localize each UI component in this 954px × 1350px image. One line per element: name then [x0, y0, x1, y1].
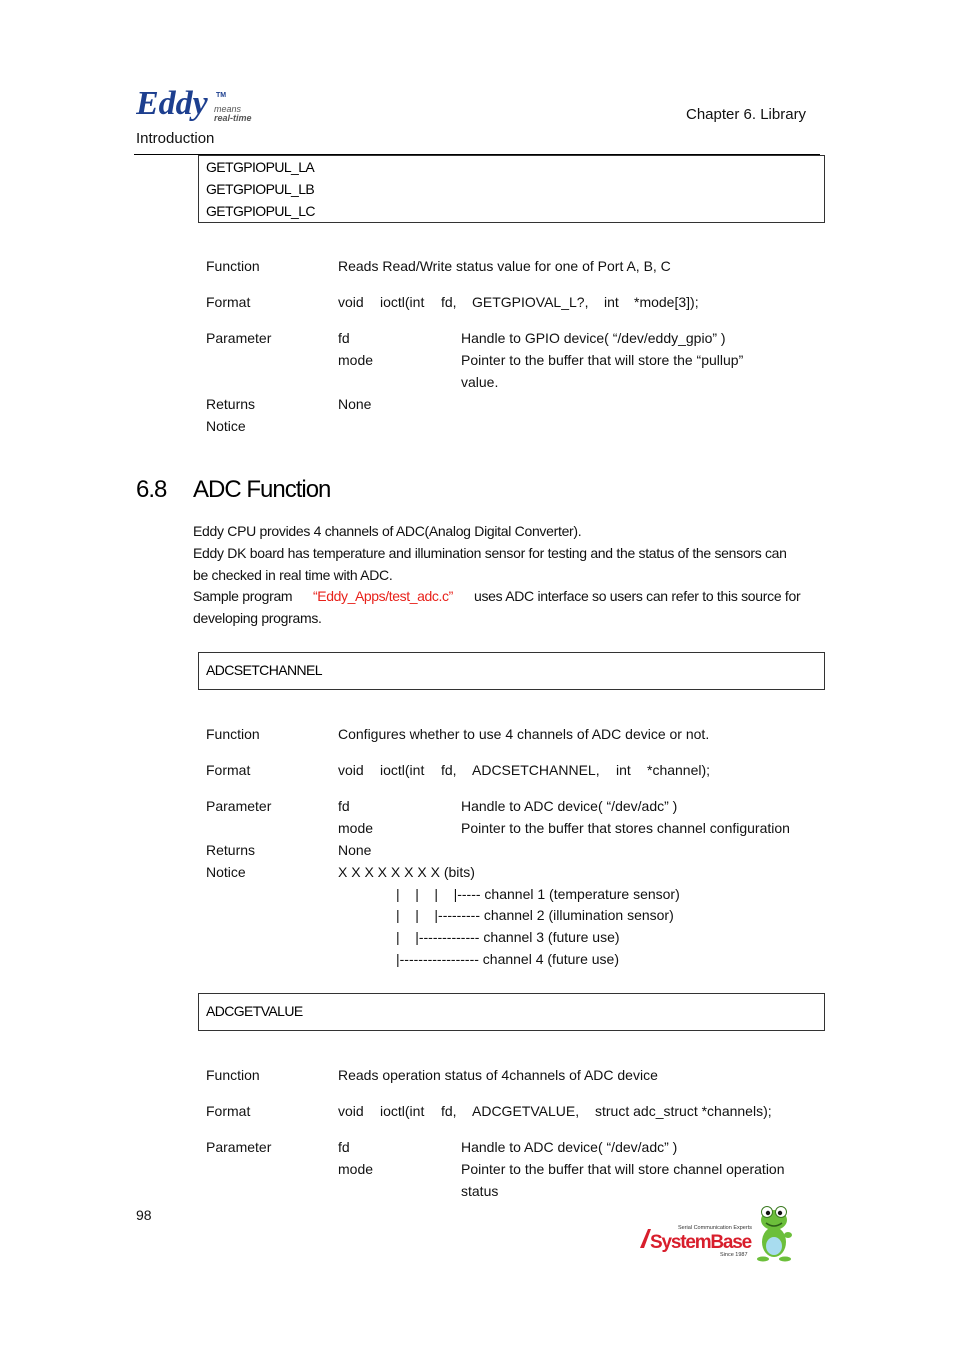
returns-label: Returns [206, 396, 256, 412]
adcsetchannel-box [198, 652, 825, 690]
format-part: ADCGETVALUE, [472, 1103, 580, 1119]
parameter-label: Parameter [206, 798, 272, 814]
format-part: ioctl(int [380, 1103, 425, 1119]
function-label: Function [206, 1067, 260, 1083]
format-part: fd, [441, 1103, 457, 1119]
format-label: Format [206, 1103, 251, 1119]
paragraph: be checked in real time with ADC. [193, 567, 393, 583]
param-name: fd [338, 330, 350, 346]
notice-bit-line: | | |--------- channel 2 (illumination sensor) [396, 907, 674, 923]
paragraph: Eddy CPU provides 4 channels of ADC(Analog Digital Converter). [193, 523, 582, 539]
format-part: fd, [441, 762, 457, 778]
format-part: void [338, 294, 364, 310]
param-desc-cont: value. [461, 374, 499, 390]
notice-bits: X X X X X X X X (bits) [338, 864, 475, 880]
param-desc-cont: status [461, 1183, 499, 1199]
param-name: mode [338, 820, 374, 836]
format-label: Format [206, 294, 251, 310]
page-number: 98 [136, 1207, 152, 1223]
frog-mascot-icon [757, 1207, 792, 1262]
format-part: ioctl(int [380, 762, 425, 778]
notice-bit-line: | |------------- channel 3 (future use) [396, 929, 620, 945]
param-desc: Pointer to the buffer that stores channel configuration [461, 820, 790, 836]
param-desc: Handle to GPIO device( “/dev/eddy_gpio” ) [461, 330, 726, 346]
format-part: void [338, 762, 364, 778]
param-name: fd [338, 798, 350, 814]
svg-text:Since 1987: Since 1987 [720, 1252, 748, 1258]
param-desc: Handle to ADC device( “/dev/adc” ) [461, 1139, 678, 1155]
format-part: *channel); [647, 762, 711, 778]
notice-bit-line: | | | |----- channel 1 (temperature sensor) [396, 886, 680, 902]
param-name: mode [338, 352, 374, 368]
format-part: GETGPIOVAL_L?, [472, 294, 589, 310]
param-desc: Pointer to the buffer that will store the “pullup” [461, 352, 744, 368]
function-label: Function [206, 726, 260, 742]
svg-text:Serial Communication Experts: Serial Communication Experts [678, 1225, 752, 1231]
section-label: Introduction [136, 130, 215, 147]
returns-label: Returns [206, 842, 256, 858]
function-text: Reads Read/Write status value for one of Port A, B, C [338, 258, 671, 274]
paragraph: uses ADC interface so users can refer to this source for [474, 588, 801, 604]
format-part: int [604, 294, 619, 310]
eddy-logo [136, 84, 256, 126]
getgpiopul-box [198, 155, 825, 223]
chapter-title: Chapter 6. Library [686, 106, 807, 123]
format-label: Format [206, 762, 251, 778]
paragraph: Sample program [193, 588, 293, 604]
section-number: 6.8 [136, 476, 167, 503]
format-part: ioctl(int [380, 294, 425, 310]
format-part: struct adc_struct *channels); [595, 1103, 772, 1119]
box-title: ADCSETCHANNEL [206, 662, 322, 678]
notice-bit-line: |----------------- channel 4 (future use) [396, 951, 619, 967]
paragraph: Eddy DK board has temperature and illumination sensor for testing and the status of the sensors can [193, 545, 787, 561]
param-name: mode [338, 1161, 374, 1177]
paragraph: developing programs. [193, 610, 322, 626]
function-label: Function [206, 258, 260, 274]
systembase-wordmark: SystemBase [650, 1232, 752, 1253]
box-line: GETGPIOPUL_LB [206, 181, 315, 197]
box-line: GETGPIOPUL_LA [206, 159, 315, 175]
format-part: fd, [441, 294, 457, 310]
format-part: ADCSETCHANNEL, [472, 762, 600, 778]
param-name: fd [338, 1139, 350, 1155]
returns-text: None [338, 842, 372, 858]
section-heading: ADC Function [193, 476, 331, 503]
notice-label: Notice [206, 864, 246, 880]
systembase-logo [638, 1202, 794, 1262]
parameter-label: Parameter [206, 1139, 272, 1155]
format-part: int [616, 762, 631, 778]
format-part: void [338, 1103, 364, 1119]
function-text: Reads operation status of 4channels of ADC device [338, 1067, 658, 1083]
eddy-logo-word: Eddy [136, 85, 208, 122]
param-desc: Pointer to the buffer that will store channel operation [461, 1161, 785, 1177]
adcgetvalue-box [198, 993, 825, 1031]
format-part: *mode[3]); [634, 294, 699, 310]
box-line: GETGPIOPUL_LC [206, 203, 315, 219]
notice-label: Notice [206, 418, 246, 434]
returns-text: None [338, 396, 372, 412]
source-file-link[interactable]: “Eddy_Apps/test_adc.c” [313, 588, 453, 604]
parameter-label: Parameter [206, 330, 272, 346]
function-text: Configures whether to use 4 channels of ADC device or not. [338, 726, 710, 742]
svg-text:means: means [214, 104, 242, 114]
svg-text:TM: TM [216, 92, 227, 99]
svg-text:real-time: real-time [214, 113, 252, 123]
param-desc: Handle to ADC device( “/dev/adc” ) [461, 798, 678, 814]
box-title: ADCGETVALUE [206, 1003, 303, 1019]
